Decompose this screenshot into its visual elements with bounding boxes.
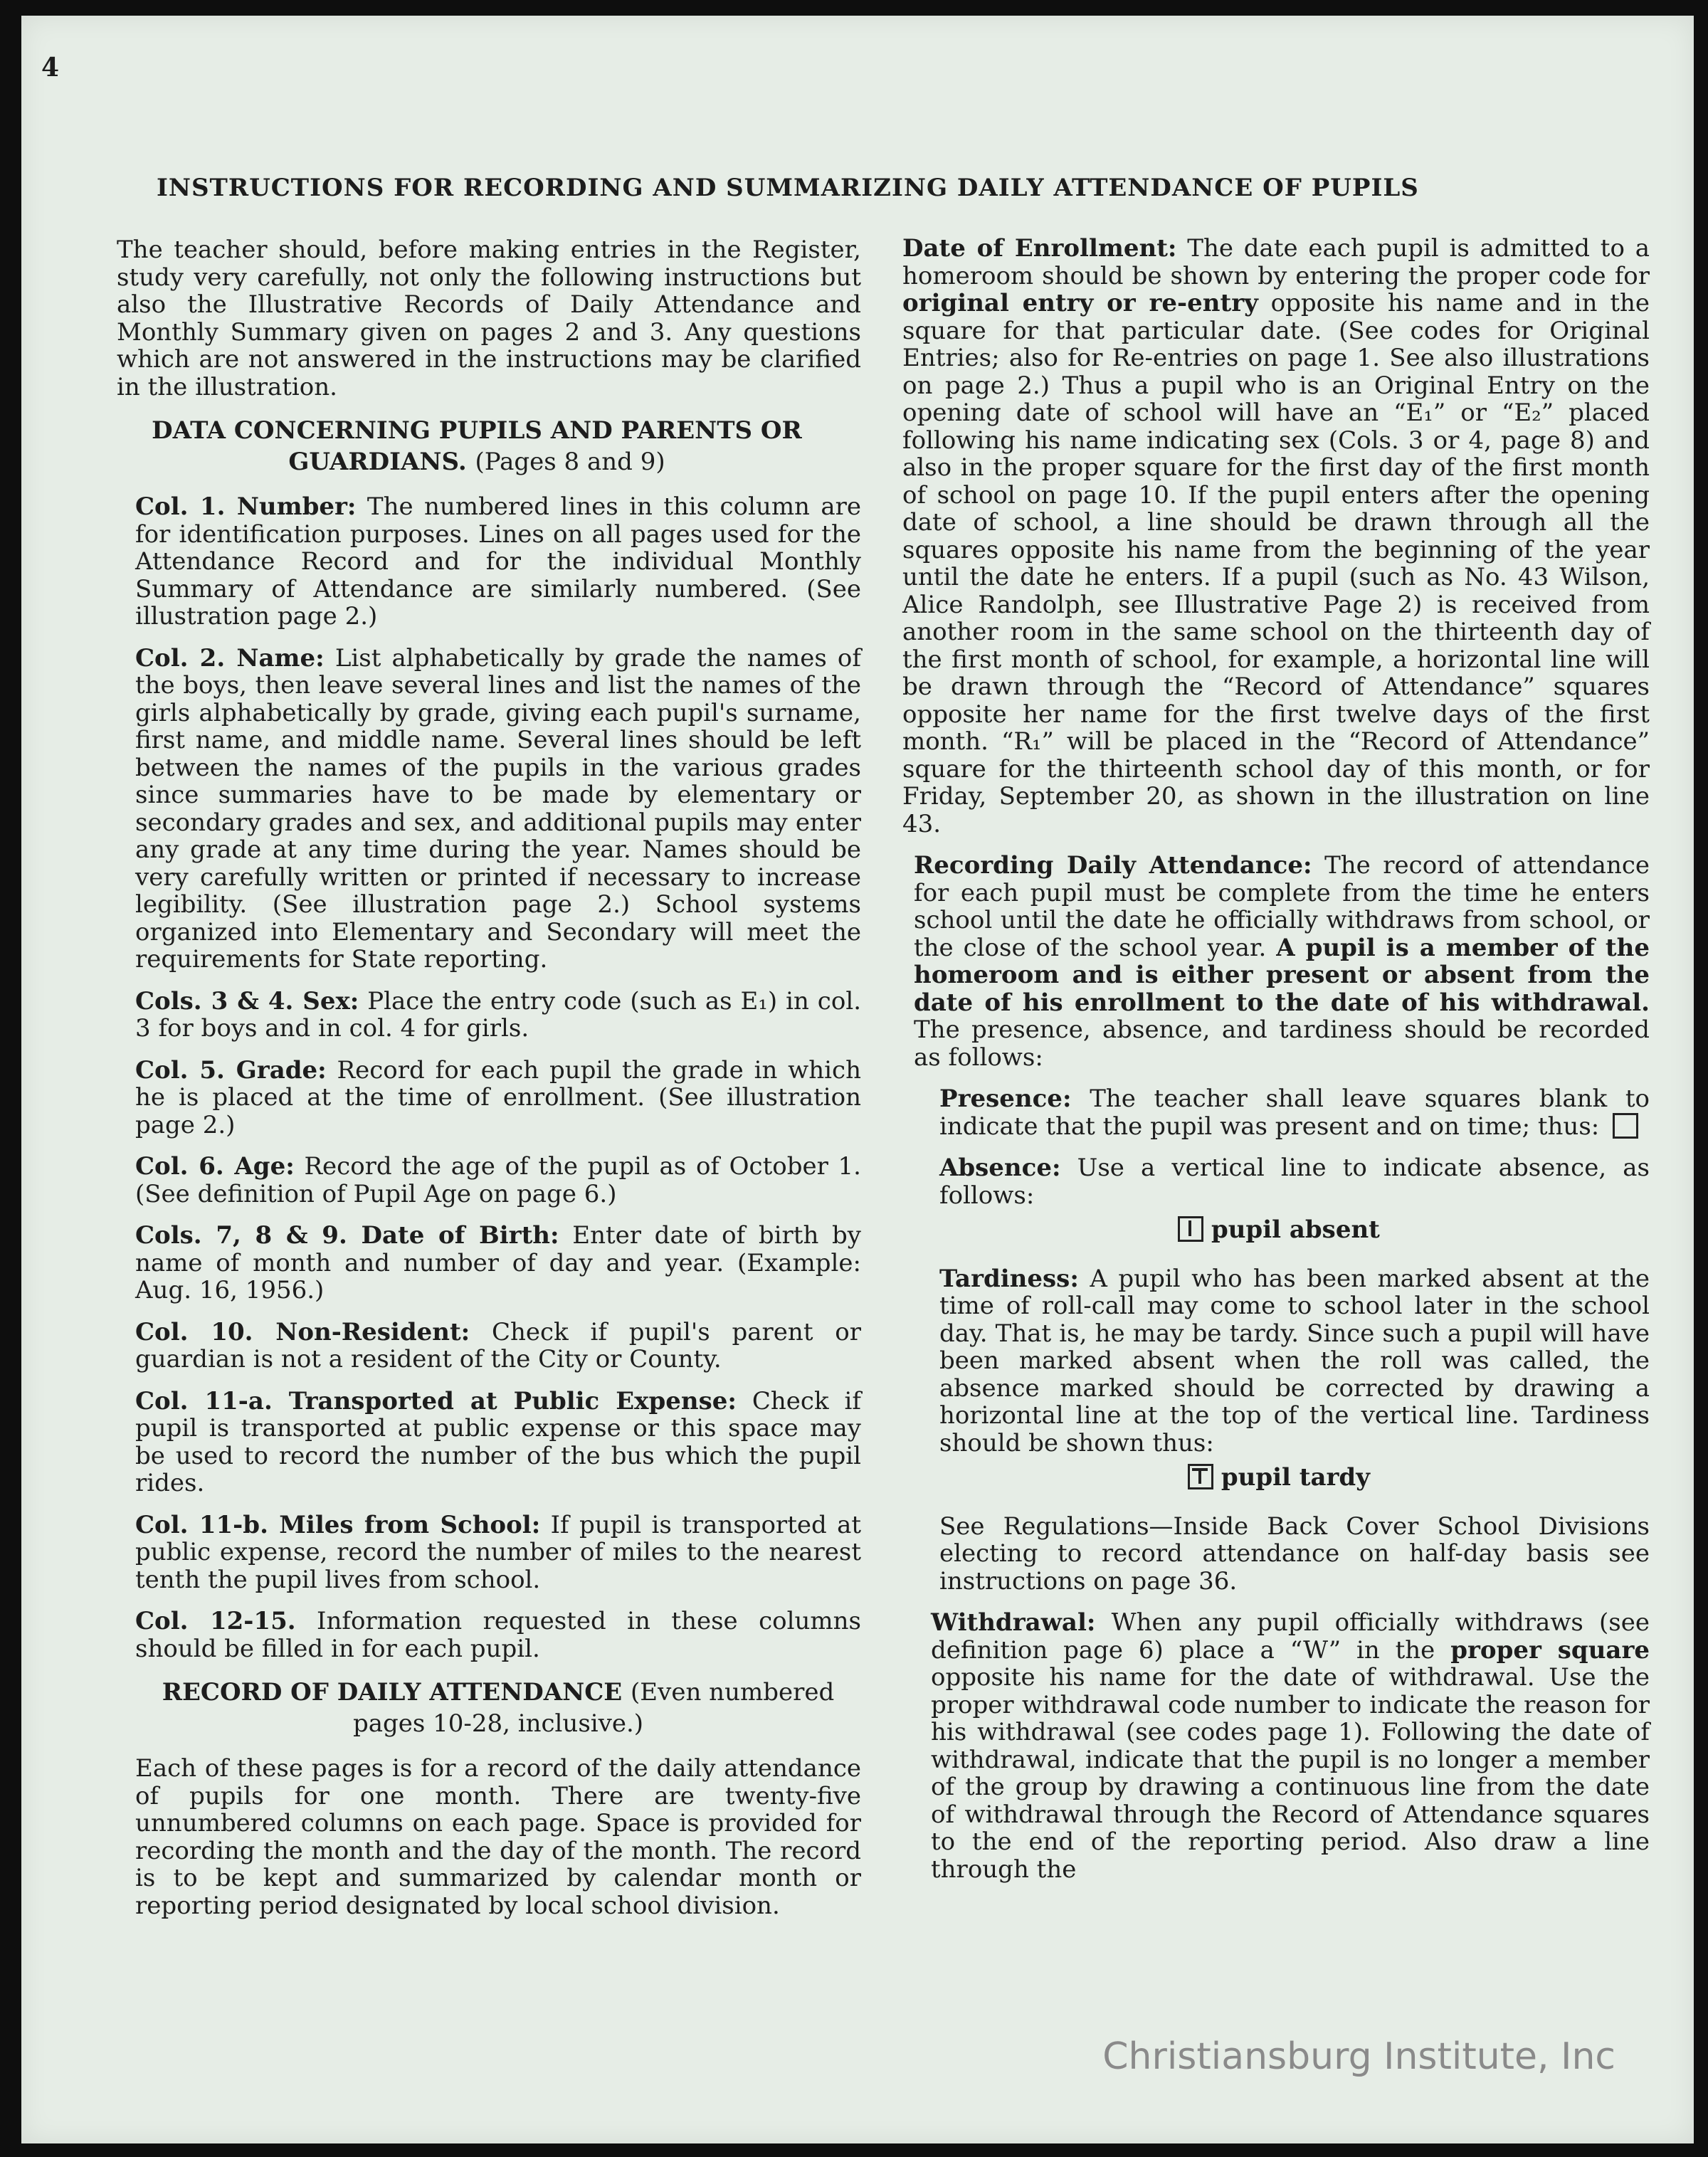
tardy-mark-icon [1188,1464,1213,1489]
page-number: 4 [41,53,60,83]
col-item: Col. 1. Number: The numbered lines in this column are for identification purposes. Lines on all pages used for the Attendance Record and for the individual Monthly Summary of Attendance are similarly numbered. (See illustration page 2.) [135,492,861,631]
col-item: Col. 5. Grade: Record for each pupil the grade in which he is placed at the time of enrollment. (See illustration page 2.) [135,1055,861,1139]
col-item: Col. 11-a. Transported at Public Expense: Check if pupil is transported at public expense or this space may be used to record the number of the bus which the pupil rides. [135,1386,861,1497]
page-title: INSTRUCTIONS FOR RECORDING AND SUMMARIZING DAILY ATTENDANCE OF PUPILS [157,174,1419,202]
attendance-paragraph: Each of these pages is for a record of the daily attendance of pupils for one month. There are twenty-five unnumbered columns on each page. Space is provided for recording the month and the day of the month. The record is to be kept and summarized by calendar month or reporting period designated by local school division. [135,1754,861,1920]
presence-paragraph: Presence: The teacher shall leave squares blank to indicate that the pupil was present and on time; thus: [939,1085,1650,1141]
left-column [93,236,861,1934]
document-page [21,16,1694,2143]
col-item: Cols. 7, 8 & 9. Date of Birth: Enter date of birth by name of month and number of day and year. (Example: Aug. 16, 1956.) [135,1221,861,1304]
col-item: Col. 6. Age: Record the age of the pupil as of October 1. (See definition of Pupil Age on page 6.) [135,1152,861,1208]
enrollment-paragraph: Date of Enrollment: The date each pupil is admitted to a homeroom should be shown by entering the proper code for original entry or re-entry opposite his name and in the square for that particular date. (See codes for Original Entries; also for Re-entries on page 1. See also illustrations on page 2.) Thus a pupil who is an Original Entry on the opening date of school will have an “E₁” or “E₂” placed following his name indicating sex (Cols. 3 or 4, page 8) and also in the proper square for the first day of the first month of school on page 10. If the pupil enters after the opening date of school, a line should be drawn through all the squares opposite his name from the beginning of the year until the date he enters. If a pupil (such as No. 43 Wilson, Alice Randolph, see Illustrative Page 2) is received from another room in the same school on the thirteenth day of the first month of school, for example, a horizontal line will be drawn through the “Record of Attendance” squares opposite her name for the first twelve days of the first month. “R₁” will be placed in the “Record of Attendance” square for the thirteenth school day of this month, or for Friday, September 20, as shown in the illustration on line 43. [902,234,1650,838]
section-heading-attendance: RECORD OF DAILY ATTENDANCE (Even numbered pages 10-28, inclusive.) [162,1678,835,1738]
recording-paragraph: Recording Daily Attendance: The record of attendance for each pupil must be complete from the time he enters school until the date he officially withdraws from school, or the close of the school year. A pupil is a member of the homeroom and is either present or absent from the date of his enrollment to the date of his withdrawal. The presence, absence, and tardiness should be recorded as follows: [914,851,1650,1072]
col-item: Col. 12-15. Information requested in these columns should be filled in for each pupil. [135,1607,862,1663]
right-column [902,235,1650,1897]
watermark: Christiansburg Institute, Inc [1102,2035,1615,2078]
tardy-example: pupil tardy [902,1464,1650,1492]
section-heading-pupils: DATA CONCERNING PUPILS AND PARENTS OR GUARDIANS. (Pages 8 and 9) [152,416,802,476]
absent-mark-icon [1178,1216,1203,1242]
col-item: Col. 11-b. Miles from School: If pupil is transported at public expense, record the number of miles to the nearest tenth the pupil lives from school. [135,1510,862,1594]
regulations-paragraph: See Regulations—Inside Back Cover School Divisions electing to record attendance on half-day basis see instructions on page 36. [939,1512,1650,1596]
blank-square-icon [1613,1113,1638,1139]
intro-paragraph: The teacher should, before making entries in the Register, study very carefully, not only the following instructions but also the Illustrative Records of Daily Attendance and Monthly Summary given on pages 2 and 3. Any questions which are not answered in the instructions may be clarified in the illustration. [117,236,861,401]
tardiness-paragraph: Tardiness: A pupil who has been marked absent at the time of roll-call may come to school later in the school day. That is, he may be tardy. Since such a pupil will have been marked absent when the roll was called, the absence marked should be corrected by drawing a horizontal line at the top of the vertical line. Tardiness should be shown thus: [939,1264,1650,1457]
col-item: Cols. 3 & 4. Sex: Place the entry code (such as E₁) in col. 3 for boys and in col. 4 for girls. [135,986,861,1043]
withdrawal-paragraph: Withdrawal: When any pupil officially withdraws (see definition page 6) place a “W” in the proper square opposite his name for the date of withdrawal. Use the proper withdrawal code number to indicate the reason for his withdrawal (see codes page 1). Following the date of withdrawal, indicate that the pupil is no longer a member of the group by drawing a continuous line from the date of withdrawal through the Record of Attendance squares to the end of the reporting period. Also draw a line through the [931,1608,1650,1884]
col-item: Col. 10. Non-Resident: Check if pupil's parent or guardian is not a resident of the City or County. [135,1317,861,1373]
absence-paragraph: Absence: Use a vertical line to indicate absence, as follows: [939,1154,1650,1210]
absent-example: pupil absent [902,1216,1650,1244]
col-item: Col. 2. Name: List alphabetically by grade the names of the boys, then leave several lines and list the names of the girls alphabetically by grade, giving each pupil's surname, first name, and middle name. Several lines should be left between the names of the pupils in the various grades since summaries have to be made by elementary or secondary grades and sex, and additional pupils may enter any grade at any time during the year. Names should be very carefully written or printed if necessary to increase legibility. (See illustration page 2.) School systems organized into Elementary and Secondary will meet the requirements for State reporting. [135,643,861,974]
